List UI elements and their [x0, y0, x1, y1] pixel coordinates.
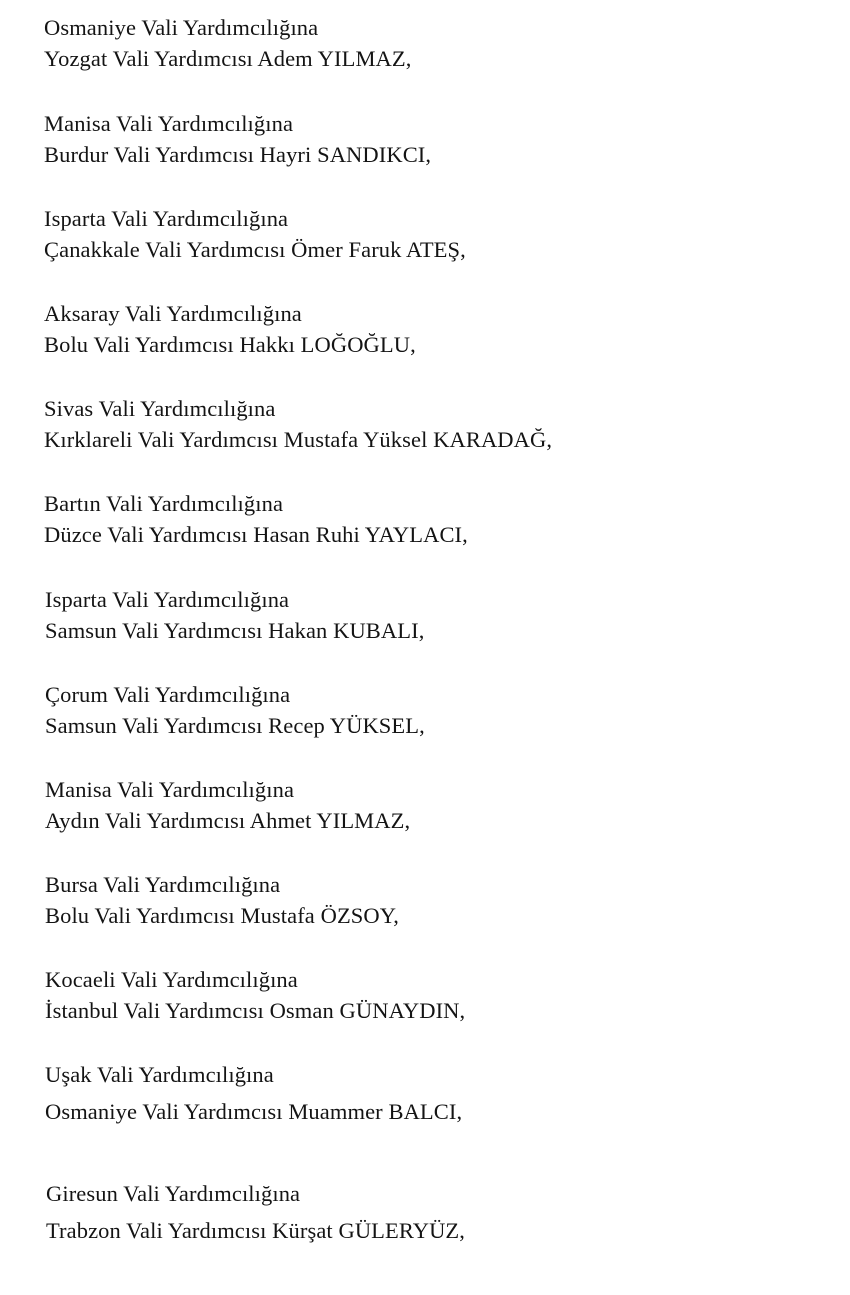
- appointment-entry: [46, 1178, 465, 1246]
- appointee-line: Kırklareli Vali Yardımcısı Mustafa Yüksel KARADAĞ,: [44, 427, 553, 452]
- appointment-entry: [44, 488, 468, 550]
- appointee-line: Trabzon Vali Yardımcısı Kürşat GÜLERYÜZ,: [46, 1218, 465, 1243]
- appointment-entry: [45, 584, 424, 646]
- appointment-entry: [45, 964, 465, 1026]
- post-title: Sivas Vali Yardımcılığına: [44, 396, 276, 421]
- appointment-entry: [44, 203, 466, 265]
- appointee-line: Çanakkale Vali Yardımcısı Ömer Faruk ATEŞ,: [44, 237, 466, 262]
- post-title: Giresun Vali Yardımcılığına: [46, 1181, 301, 1206]
- post-title: Kocaeli Vali Yardımcılığına: [45, 967, 298, 992]
- post-title: Uşak Vali Yardımcılığına: [45, 1062, 274, 1087]
- appointee-line: Bolu Vali Yardımcısı Mustafa ÖZSOY,: [45, 903, 399, 928]
- appointee-line: Bolu Vali Yardımcısı Hakkı LOĞOĞLU,: [44, 332, 416, 357]
- post-title: Osmaniye Vali Yardımcılığına: [44, 15, 319, 40]
- appointee-line: Osmaniye Vali Yardımcısı Muammer BALCI,: [45, 1099, 463, 1124]
- appointee-line: Yozgat Vali Yardımcısı Adem YILMAZ,: [44, 46, 412, 71]
- appointee-line: Samsun Vali Yardımcısı Hakan KUBALI,: [45, 618, 425, 643]
- post-title: Manisa Vali Yardımcılığına: [44, 111, 294, 136]
- appointment-entry: [44, 298, 416, 360]
- post-title: Çorum Vali Yardımcılığına: [45, 682, 291, 707]
- appointee-line: Düzce Vali Yardımcısı Hasan Ruhi YAYLACI,: [44, 522, 468, 547]
- appointee-line: Burdur Vali Yardımcısı Hayri SANDIKCI,: [44, 142, 432, 167]
- post-title: Isparta Vali Yardımcılığına: [45, 587, 290, 612]
- appointment-entry: [45, 869, 399, 931]
- post-title: Bursa Vali Yardımcılığına: [45, 872, 281, 897]
- appointee-line: İstanbul Vali Yardımcısı Osman GÜNAYDIN,: [45, 998, 466, 1023]
- appointee-line: Samsun Vali Yardımcısı Recep YÜKSEL,: [45, 713, 425, 738]
- appointee-line: Aydın Vali Yardımcısı Ahmet YILMAZ,: [45, 808, 411, 833]
- post-title: Aksaray Vali Yardımcılığına: [44, 301, 302, 326]
- post-title: Bartın Vali Yardımcılığına: [44, 491, 284, 516]
- appointment-entry: [45, 679, 425, 741]
- appointment-entry: [45, 1059, 462, 1127]
- appointment-entry: [44, 108, 431, 170]
- post-title: Isparta Vali Yardımcılığına: [44, 206, 289, 231]
- post-title: Manisa Vali Yardımcılığına: [45, 777, 295, 802]
- appointment-entry: [45, 774, 410, 836]
- appointment-entry: [44, 393, 552, 455]
- appointment-entry: [44, 12, 411, 74]
